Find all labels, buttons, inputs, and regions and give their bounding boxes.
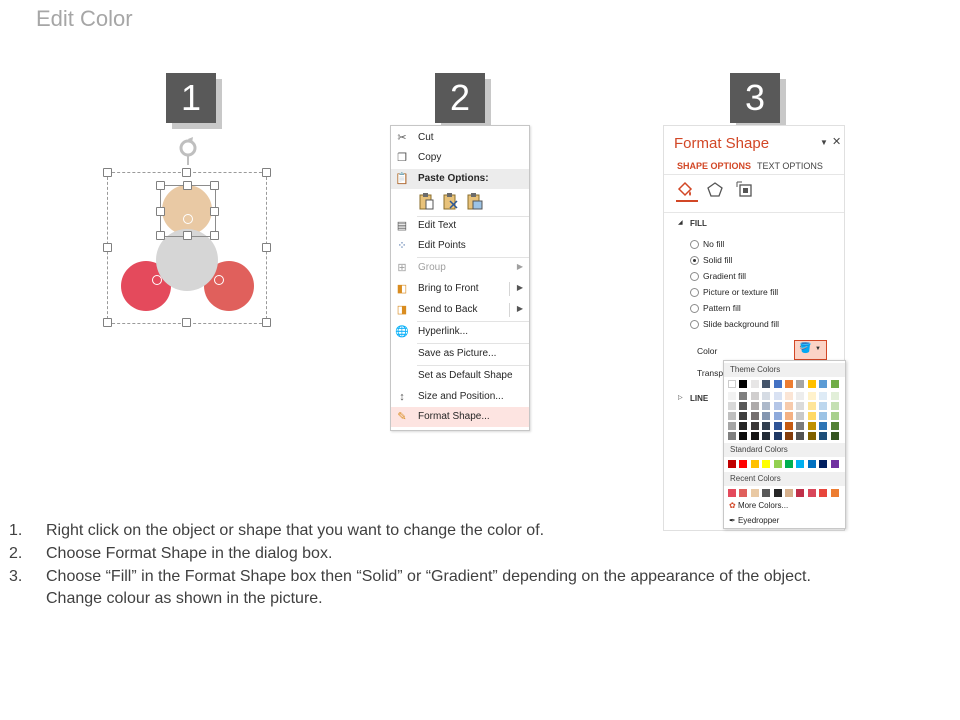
radio-solid-fill[interactable] [690, 256, 699, 265]
scissors-icon: ✂ [397, 132, 407, 144]
theme-shade-swatch[interactable] [819, 402, 827, 410]
menu-item-edit-points[interactable]: ⁘ Edit Points [391, 236, 529, 256]
theme-shade-swatch[interactable] [751, 422, 759, 430]
resize-handle[interactable] [210, 181, 219, 190]
menu-item-save-as-picture[interactable]: Save as Picture... [418, 348, 497, 359]
theme-shade-swatch[interactable] [808, 402, 816, 410]
color-picker-dropdown [723, 360, 846, 529]
menu-item-send-to-back[interactable]: ◨ Send to Back ▶ [396, 304, 523, 316]
label-slide-background-fill: Slide background fill [703, 319, 780, 329]
theme-shade-swatch[interactable] [739, 432, 747, 440]
paint-bucket-icon: 🪣 [799, 343, 812, 354]
size-position-icon: ↕ [399, 391, 405, 403]
menu-item-bring-to-front[interactable]: ◧ Bring to Front ▶ [396, 283, 523, 295]
theme-shade-swatch[interactable] [785, 422, 793, 430]
theme-color-swatch[interactable] [728, 380, 736, 388]
bring-front-icon: ◧ [396, 283, 408, 295]
theme-shade-swatch[interactable] [808, 392, 816, 400]
standard-color-swatch[interactable] [774, 460, 782, 468]
chevron-down-icon: ▼ [815, 346, 821, 352]
theme-color-swatch[interactable] [831, 380, 839, 388]
theme-shade-swatch[interactable] [808, 432, 816, 440]
standard-color-swatch[interactable] [831, 460, 839, 468]
theme-shade-swatch[interactable] [831, 402, 839, 410]
resize-handle[interactable] [103, 168, 112, 177]
copy-icon: ❐ [397, 152, 407, 164]
theme-shade-swatch[interactable] [762, 392, 770, 400]
theme-shade-swatch[interactable] [728, 412, 736, 420]
radio-no-fill[interactable] [690, 240, 699, 249]
step-badge-1: 1 [166, 73, 216, 123]
theme-shade-swatch[interactable] [774, 432, 782, 440]
connector-dot [214, 275, 224, 285]
radio-gradient-fill[interactable] [690, 272, 699, 281]
menu-item-group[interactable]: ⊞ Group ▶ [391, 258, 529, 278]
menu-item-size-and-position[interactable]: ↕ Size and Position... [391, 387, 529, 407]
theme-shade-swatch[interactable] [774, 422, 782, 430]
line-section-header[interactable]: LINE [690, 394, 709, 403]
theme-shade-swatch[interactable] [774, 392, 782, 400]
context-menu [390, 125, 530, 431]
menu-item-set-default-shape[interactable]: Set as Default Shape [418, 370, 513, 381]
color-wheel-icon: ✿ [729, 501, 736, 510]
shape-group[interactable] [100, 130, 280, 330]
resize-handle[interactable] [210, 207, 219, 216]
rotate-handle-icon[interactable] [175, 135, 201, 167]
pane-title: Format Shape [674, 135, 770, 152]
standard-color-swatch[interactable] [796, 460, 804, 468]
recent-color-swatch[interactable] [785, 489, 793, 497]
tab-shape-options[interactable]: SHAPE OPTIONS [677, 161, 752, 171]
standard-colors-header: Standard Colors [724, 443, 845, 457]
recent-color-swatch[interactable] [819, 489, 827, 497]
theme-shade-swatch[interactable] [819, 392, 827, 400]
standard-color-swatch[interactable] [762, 460, 770, 468]
color-dropdown-button[interactable] [794, 340, 827, 360]
theme-shade-swatch[interactable] [739, 402, 747, 410]
resize-handle[interactable] [156, 207, 165, 216]
recent-color-swatch[interactable] [762, 489, 770, 497]
recent-color-swatch[interactable] [796, 489, 804, 497]
paste-options-row [391, 190, 529, 214]
menu-item-hyperlink[interactable]: 🌐 Hyperlink... [395, 326, 469, 338]
theme-shade-swatch[interactable] [762, 422, 770, 430]
size-properties-icon[interactable] [736, 181, 754, 199]
resize-handle[interactable] [156, 231, 165, 240]
eyedropper-icon: ✒ [729, 516, 736, 525]
radio-pattern-fill[interactable] [690, 304, 699, 313]
recent-colors-header: Recent Colors [724, 472, 845, 486]
theme-shade-swatch[interactable] [796, 402, 804, 410]
step-badge-3: 3 [730, 73, 780, 123]
label-pattern-fill: Pattern fill [703, 303, 741, 313]
theme-color-swatch[interactable] [751, 380, 759, 388]
group-icon: ⊞ [397, 262, 407, 274]
standard-color-swatch[interactable] [751, 460, 759, 468]
theme-color-swatch[interactable] [819, 380, 827, 388]
resize-handle[interactable] [183, 231, 192, 240]
menu-item-paste-options: 📋 Paste Options: [391, 169, 529, 189]
recent-color-swatch[interactable] [728, 489, 736, 497]
radio-slide-background-fill[interactable] [690, 320, 699, 329]
resize-handle[interactable] [103, 318, 112, 327]
page-title: Edit Color [36, 6, 133, 31]
standard-color-swatch[interactable] [808, 460, 816, 468]
resize-handle[interactable] [210, 231, 219, 240]
close-icon[interactable]: ✕ [832, 136, 842, 148]
submenu-arrow-icon: ▶ [516, 304, 523, 313]
resize-handle[interactable] [262, 318, 271, 327]
instruction-3-continuation: Change colour as shown in the picture. [46, 590, 323, 607]
theme-shade-swatch[interactable] [831, 432, 839, 440]
menu-item-format-shape[interactable]: ✎ Format Shape... [391, 407, 529, 427]
paste-keep-source-icon[interactable] [417, 192, 435, 210]
eyedropper-button[interactable]: ✒ Eyedropper [729, 516, 780, 525]
standard-color-swatch[interactable] [819, 460, 827, 468]
submenu-arrow-icon: ▶ [516, 262, 523, 271]
hyperlink-icon: 🌐 [395, 326, 409, 338]
connector-dot [152, 275, 162, 285]
theme-color-swatch[interactable] [774, 380, 782, 388]
theme-shade-swatch[interactable] [774, 412, 782, 420]
effects-pentagon-icon[interactable] [706, 181, 724, 199]
standard-color-swatch[interactable] [785, 460, 793, 468]
paste-destination-icon[interactable] [441, 192, 459, 210]
theme-shade-swatch[interactable] [819, 432, 827, 440]
collapse-fill-icon[interactable]: ◢ [678, 220, 683, 226]
theme-shade-swatch[interactable] [785, 412, 793, 420]
clipboard-icon: 📋 [395, 173, 409, 185]
theme-shade-swatch[interactable] [751, 432, 759, 440]
instruction-1: 1. Right click on the object or shape that you want to change the color of. [9, 522, 545, 539]
resize-handle[interactable] [182, 318, 191, 327]
label-picture-fill: Picture or texture fill [703, 287, 779, 297]
theme-shade-swatch[interactable] [728, 392, 736, 400]
color-label: Color [697, 346, 718, 356]
step-badge-2: 2 [435, 73, 485, 123]
theme-shade-swatch[interactable] [831, 392, 839, 400]
theme-shade-swatch[interactable] [785, 402, 793, 410]
theme-color-swatch[interactable] [785, 380, 793, 388]
pane-options-chevron-icon[interactable]: ▼ [820, 138, 828, 147]
theme-shade-swatch[interactable] [728, 402, 736, 410]
theme-shade-swatch[interactable] [785, 392, 793, 400]
fill-section-header[interactable]: FILL [690, 219, 707, 228]
transparency-label: Transp [697, 368, 724, 378]
label-solid-fill: Solid fill [703, 255, 733, 265]
theme-shade-swatch[interactable] [774, 402, 782, 410]
theme-shade-swatch[interactable] [796, 422, 804, 430]
tab-text-options[interactable]: TEXT OPTIONS [757, 161, 823, 171]
label-no-fill: No fill [703, 239, 725, 249]
menu-item-edit-text[interactable]: ▤ Edit Text [396, 220, 457, 232]
theme-color-swatch[interactable] [808, 380, 816, 388]
radio-picture-fill[interactable] [690, 288, 699, 297]
more-colors-link[interactable]: ✿ More Colors... [729, 501, 789, 510]
submenu-arrow-icon: ▶ [516, 283, 523, 292]
theme-shade-swatch[interactable] [739, 412, 747, 420]
recent-color-swatch[interactable] [751, 489, 759, 497]
theme-shade-swatch[interactable] [831, 422, 839, 430]
send-back-icon: ◨ [396, 304, 408, 316]
theme-color-swatch[interactable] [739, 380, 747, 388]
theme-shade-swatch[interactable] [728, 422, 736, 430]
theme-shade-swatch[interactable] [796, 432, 804, 440]
resize-handle[interactable] [103, 243, 112, 252]
theme-shade-swatch[interactable] [808, 412, 816, 420]
edit-text-icon: ▤ [396, 220, 408, 232]
theme-shade-swatch[interactable] [762, 402, 770, 410]
theme-shade-swatch[interactable] [819, 422, 827, 430]
menu-item-cut[interactable]: ✂ Cut [391, 128, 529, 148]
menu-item-copy[interactable]: ❐ Copy [391, 148, 529, 168]
expand-line-icon[interactable]: ▷ [678, 395, 683, 401]
instruction-2: 2. Choose Format Shape in the dialog box. [9, 545, 333, 562]
theme-shade-swatch[interactable] [739, 392, 747, 400]
label-gradient-fill: Gradient fill [703, 271, 746, 281]
recent-color-swatch[interactable] [831, 489, 839, 497]
theme-shade-swatch[interactable] [762, 412, 770, 420]
theme-shade-swatch[interactable] [819, 412, 827, 420]
theme-shade-swatch[interactable] [739, 422, 747, 430]
edit-points-icon: ⁘ [397, 240, 407, 252]
theme-colors-header: Theme Colors [724, 363, 845, 377]
theme-shade-swatch[interactable] [751, 392, 759, 400]
standard-color-swatch[interactable] [728, 460, 736, 468]
theme-shade-swatch[interactable] [751, 402, 759, 410]
theme-shade-swatch[interactable] [831, 412, 839, 420]
paste-picture-icon[interactable] [465, 192, 483, 210]
theme-shade-swatch[interactable] [751, 412, 759, 420]
recent-color-swatch[interactable] [739, 489, 747, 497]
instruction-3: 3. Choose “Fill” in the Format Shape box then “Solid” or “Gradient” depending on the appearance of the object. [9, 568, 811, 585]
inner-selection-outline [160, 185, 216, 237]
standard-color-swatch[interactable] [739, 460, 747, 468]
format-shape-icon: ✎ [397, 411, 407, 423]
recent-color-swatch[interactable] [808, 489, 816, 497]
resize-handle[interactable] [183, 181, 192, 190]
theme-color-swatch[interactable] [796, 380, 804, 388]
theme-color-swatch[interactable] [762, 380, 770, 388]
theme-shade-swatch[interactable] [762, 432, 770, 440]
theme-shade-swatch[interactable] [728, 432, 736, 440]
recent-color-swatch[interactable] [774, 489, 782, 497]
theme-shade-swatch[interactable] [808, 422, 816, 430]
theme-shade-swatch[interactable] [796, 412, 804, 420]
resize-handle[interactable] [262, 243, 271, 252]
theme-shade-swatch[interactable] [785, 432, 793, 440]
resize-handle[interactable] [156, 181, 165, 190]
resize-handle[interactable] [182, 168, 191, 177]
resize-handle[interactable] [262, 168, 271, 177]
fill-line-icon[interactable] [676, 181, 694, 199]
theme-shade-swatch[interactable] [796, 392, 804, 400]
